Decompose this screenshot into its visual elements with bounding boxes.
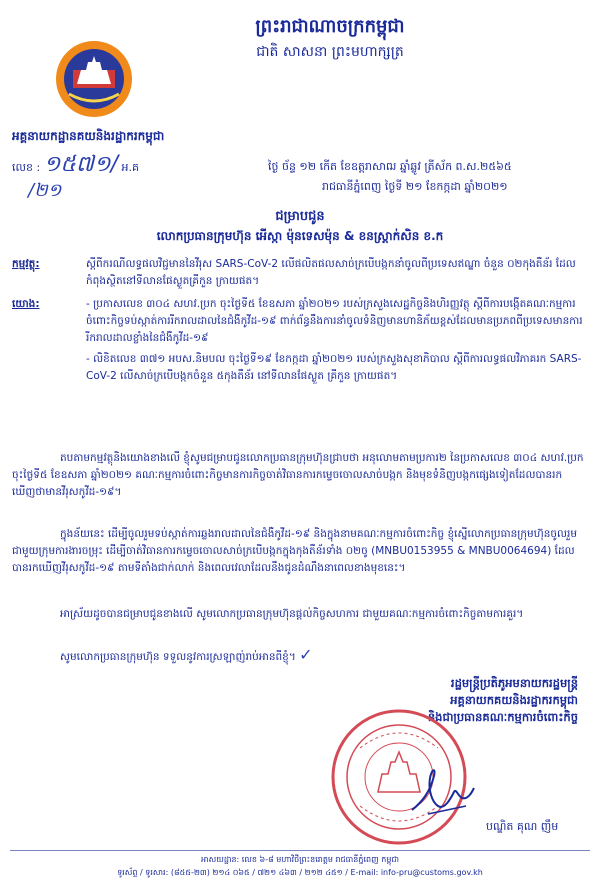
recipient-name: លោកប្រធានក្រុមហ៊ុន អើស្កា ម៉ុនទេសម៉ុន & ខនស្ត្រាក់សិន ខ.ក <box>156 229 444 243</box>
body-paragraph-1: តបតាមកម្មវត្ថុនិងយោងខាងលើ ខ្ញុំសូមជម្រាបជូនលោកប្រធានក្រុមហ៊ុនជ្រាបថា អនុលោមតាមប្រការ២ នៃប្រកាសលេខ ៣០៤ សហវ.ប្រក ចុះថ្ងៃទី៥ ខែឧសភា ឆ្នាំ២០២១ គណៈកម្មការចំពោះកិច្ចមានការកិច្ចចាត់វិធានការកម្ទេចចោលសាច់បង្កក និងមុខទំនិញបង្កកផ្សេងទៀតដែលបានរកឃើញថាមានវីរុសកូវីដ-១៩។ <box>12 452 584 498</box>
subject-text: ស្តីពីករណីលទ្ធផលវិជ្ជមាននៃវីរុស SARS-CoV-2 លើផលិតផលសាច់ក្របើបង្កកនាំចូលពីប្រទេសឥណ្ឌា ចំនួន ០២កុងតឺន័រ ដែលកំពុងស្ថិតនៅទីលានផែស្ងួតគ្រីកួន ក្រាយផត។ <box>86 258 576 287</box>
recipient-label: ជម្រាបជូន <box>275 209 325 224</box>
reference-item: - លិខិតលេខ ៣៧១ អបស.និមបល ចុះថ្ងៃទី១៩ ខែកក្កដា ឆ្នាំ២០២១ របស់ក្រសួងសុខាភិបាល ស្តីពីការលទ្ធផលវិភាគរក SARS-CoV-2 លើសាច់ក្របើបង្កកចំនួន ៥កុងតឺន័រ នៅទីលានផែស្ងួត គ្រីកួន ក្រាយផត។ <box>86 353 582 382</box>
reference-year: /២១ <box>28 180 62 201</box>
signatory-title-3: និងជាប្រធានគណៈកម្មការចំពោះកិច្ច <box>427 710 578 724</box>
body-paragraph-4 <box>12 646 588 666</box>
reference-item: - ប្រកាសលេខ ៣០៤ សហវ.ប្រក ចុះថ្ងៃទី៥ ខែឧសភា ឆ្នាំ២០២១ របស់ក្រសួងសេដ្ឋកិច្ចនិងហិរញ្ញវត្ថុ ស្តីពីការបង្កើតគណៈកម្មការចំពោះកិច្ចទប់ស្កាត់ការរីករាលដាលនៃជំងឺកូវីដ-១៩ ពាក់ព័ន្ធនឹងការនាំចូលទំនិញមានហានិភ័យខ្ពស់ដែលមានប្រភពពីប្រទេសមានការរីករាលដាលខ្លាំងនៃជំងឺកូវីដ-១៩ <box>86 298 583 344</box>
reference-handwritten: ១៥៧១/ <box>43 152 118 177</box>
references-row <box>12 296 588 385</box>
subject-row <box>12 256 588 290</box>
department-name: អគ្គនាយកដ្ឋានគយនិងរដ្ឋាករកម្ពុជា <box>12 129 165 143</box>
handwritten-signature <box>408 762 478 822</box>
signatory-title-2: អគ្គនាយកគយនិងរដ្ឋាករកម្ពុជា <box>450 693 578 707</box>
references-label: យោង: <box>12 298 40 310</box>
signer-name: បណ្ឌិត គុណ ញឹម <box>486 820 559 833</box>
body-paragraph-2: ក្នុងន័យនេះ ដើម្បីចូលរួមទប់ស្កាត់ការឆ្លងរាលដាលនៃជំងឺកូវីដ-១៩ និងក្នុងនាមគណៈកម្មការចំពោះកិច្ច ខ្ញុំស្នើលោកប្រធានក្រុមហ៊ុនចូលរួមជាមួយក្រុមការងារចម្រុះ ដើម្បីចាត់វិធានការកម្ទេចចោលសាច់ក្របើបង្កកក្នុងកុងតឺន័រទាំង ០២ចូ (MNBU0153955 & MNBU0064694) ដែលបានរកឃើញវីរុសកូវីដ-១៩ តាមទីតាំងជាក់លាក់ និងពេលវេលាដែលនឹងជូនដំណឹងនាពេលខាងមុខនេះ។ <box>12 528 578 574</box>
signatory-title-1: រដ្ឋមន្ត្រីប្រតិភូអមនាយករដ្ឋមន្ត្រី <box>450 676 578 690</box>
customs-emblem-logo <box>55 40 133 118</box>
footer-contact: ទូរស័ព្ទ / ទូរសារ: (៨៥៥-២៣) ២១៤ ០៦៥ / ៧២១ ៤៦៣ / ២១២ ៤៥១ / E-mail: info-pru@customs.gov.kh <box>117 868 483 877</box>
footer-divider <box>10 850 590 851</box>
closing-text: សូមលោកប្រធានក្រុមហ៊ុន ទទួលនូវការស្រឡាញ់រាប់អានពីខ្ញុំ។ <box>60 651 296 663</box>
subject-label: កម្មវត្ថុ: <box>12 258 40 270</box>
national-motto: ជាតិ សាសនា ព្រះមហាក្សត្រ <box>256 44 404 60</box>
reference-suffix: អ.គ <box>121 161 139 174</box>
reference-label: លេខ : <box>12 161 41 174</box>
body-paragraph-3: អាស្រ័យដូចបានជម្រាបជូនខាងលើ សូមលោកប្រធានក្រុមហ៊ុនផ្តល់កិច្ចសហការ ជាមួយគណៈកម្មការចំពោះកិច្ចតាមការគួរ។ <box>60 608 524 620</box>
solar-date: រាជធានីភ្នំពេញ ថ្ងៃទី ២១ ខែកក្កដា ឆ្នាំ២០២១ <box>322 180 508 193</box>
lunar-date: ថ្ងៃ ច័ន្ទ ១២ កើត ខែឧត្តរាសាឍ ឆ្នាំឆ្លូវ ត្រីស័ក ព.ស.២៥៦៥ <box>268 160 512 173</box>
footer-address: អាសយដ្ឋាន: លេខ ៦-៨ មហាវិថីព្រះនរោត្តម រាជធានីភ្នំពេញ កម្ពុជា <box>200 855 400 864</box>
check-mark-icon: ✓ <box>299 645 313 664</box>
kingdom-title: ព្រះរាជាណាចក្រកម្ពុជា <box>255 16 405 37</box>
